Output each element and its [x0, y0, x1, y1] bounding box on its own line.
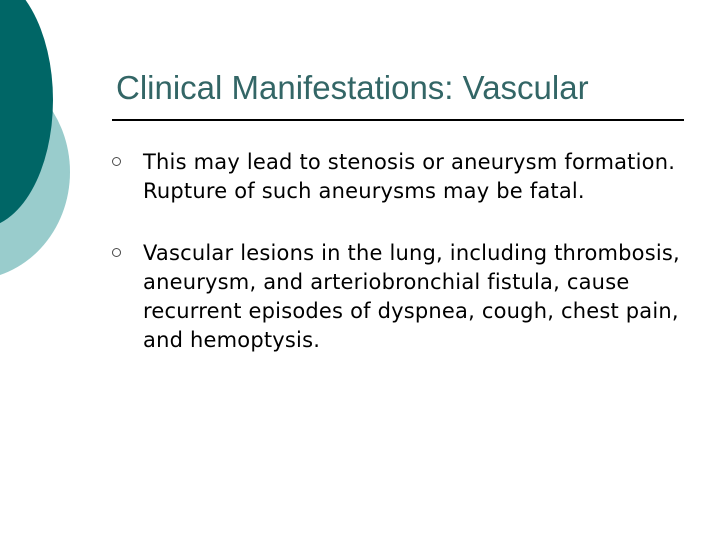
title-underline [112, 119, 684, 121]
bullet-text: Vascular lesions in the lung, including thrombosis, aneurysm, and arteriobronchial fistula, cause recurrent episodes of dyspnea, cough, chest pain, and hemoptysis. [143, 241, 680, 352]
hollow-circle-icon [112, 157, 121, 166]
hollow-circle-icon [112, 248, 121, 257]
slide-title: Clinical Manifestations: Vascular [116, 69, 589, 106]
bullet-item [112, 239, 682, 355]
decorative-circles [0, 0, 120, 300]
bullet-text: This may lead to stenosis or aneurysm formation. Rupture of such aneurysms may be fatal. [143, 150, 676, 203]
bullet-item [112, 148, 682, 206]
bullet-list [112, 148, 682, 388]
